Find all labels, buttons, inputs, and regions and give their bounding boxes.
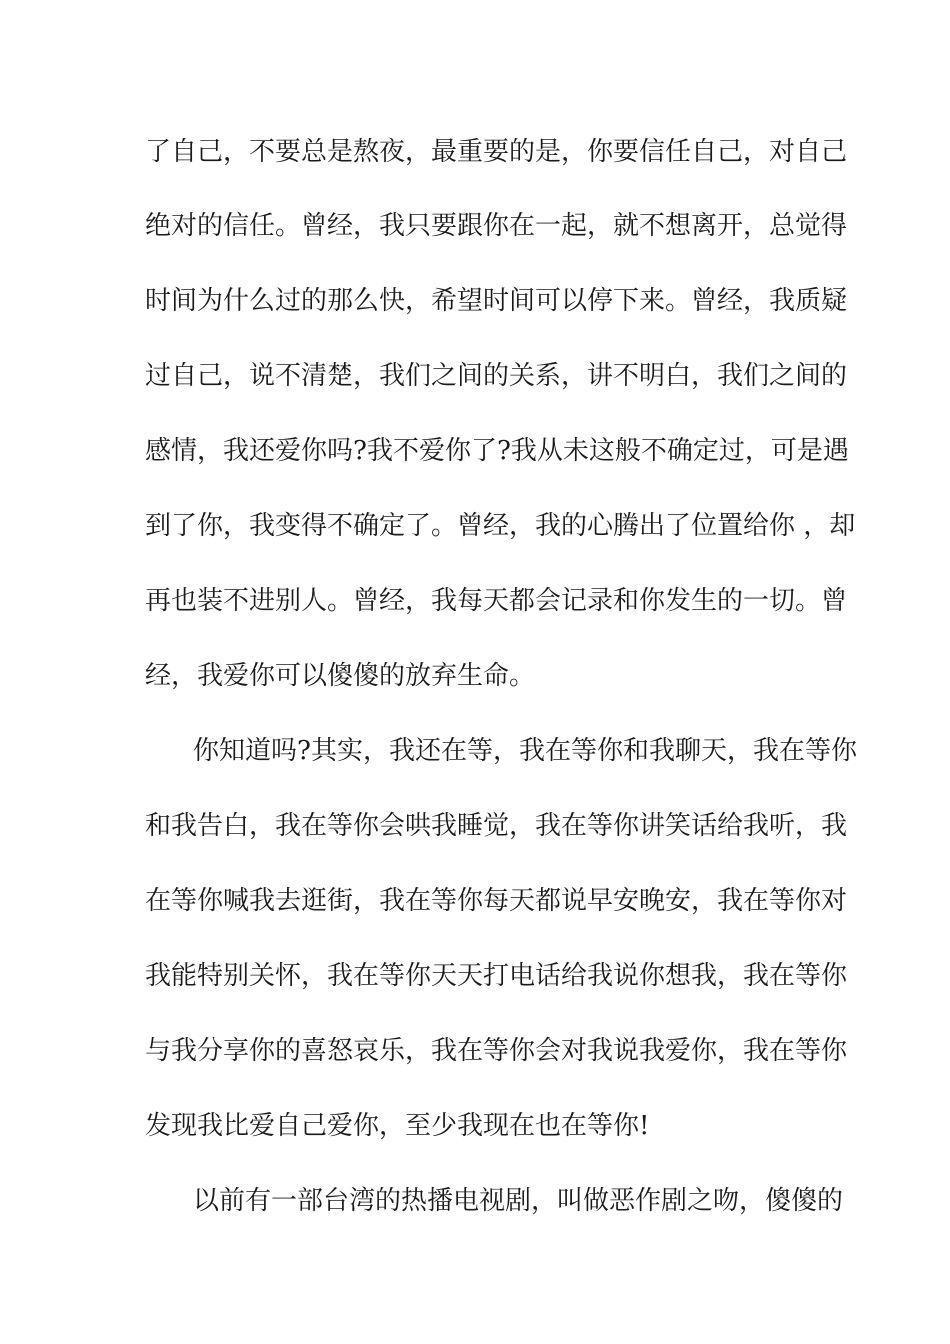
text-line: 我能特别关怀，我在等你天天打电话给我说你想我，我在等你 (145, 961, 848, 991)
text-line: 和我告白，我在等你会哄我睡觉，我在等你讲笑话给我听，我 (145, 811, 848, 841)
paragraph-first-line: 你知道吗?其实，我还在等，我在等你和我聊天，我在等你 (193, 736, 857, 766)
text-line: 发现我比爱自己爱你，至少我现在也在等你! (145, 1111, 650, 1141)
text-line: 在等你喊我去逛街，我在等你每天都说早安晚安，我在等你对 (145, 886, 848, 916)
text-line: 过自己，说不清楚，我们之间的关系，讲不明白，我们之间的 (145, 361, 848, 391)
text-line: 再也装不进别人。曾经，我每天都会记录和你发生的一切。曾 (145, 586, 848, 616)
text-line: 与我分享你的喜怒哀乐，我在等你会对我说我爱你，我在等你 (145, 1036, 848, 1066)
text-line: 到了你，我变得不确定了。曾经，我的心腾出了位置给你 ，却 (145, 511, 856, 541)
text-line: 绝对的信任。曾经，我只要跟你在一起，就不想离开，总觉得 (145, 211, 848, 241)
paragraph-first-line: 以前有一部台湾的热播电视剧，叫做恶作剧之吻，傻傻的 (193, 1186, 844, 1216)
text-line: 了自己，不要总是熬夜，最重要的是，你要信任自己，对自己 (145, 137, 848, 167)
text-line: 感情，我还爱你吗?我不爱你了?我从未这般不确定过，可是遇 (145, 436, 849, 466)
text-line: 时间为什么过的那么快，希望时间可以停下来。曾经，我质疑 (145, 286, 848, 316)
text-line: 经，我爱你可以傻傻的放弃生命。 (145, 661, 536, 691)
